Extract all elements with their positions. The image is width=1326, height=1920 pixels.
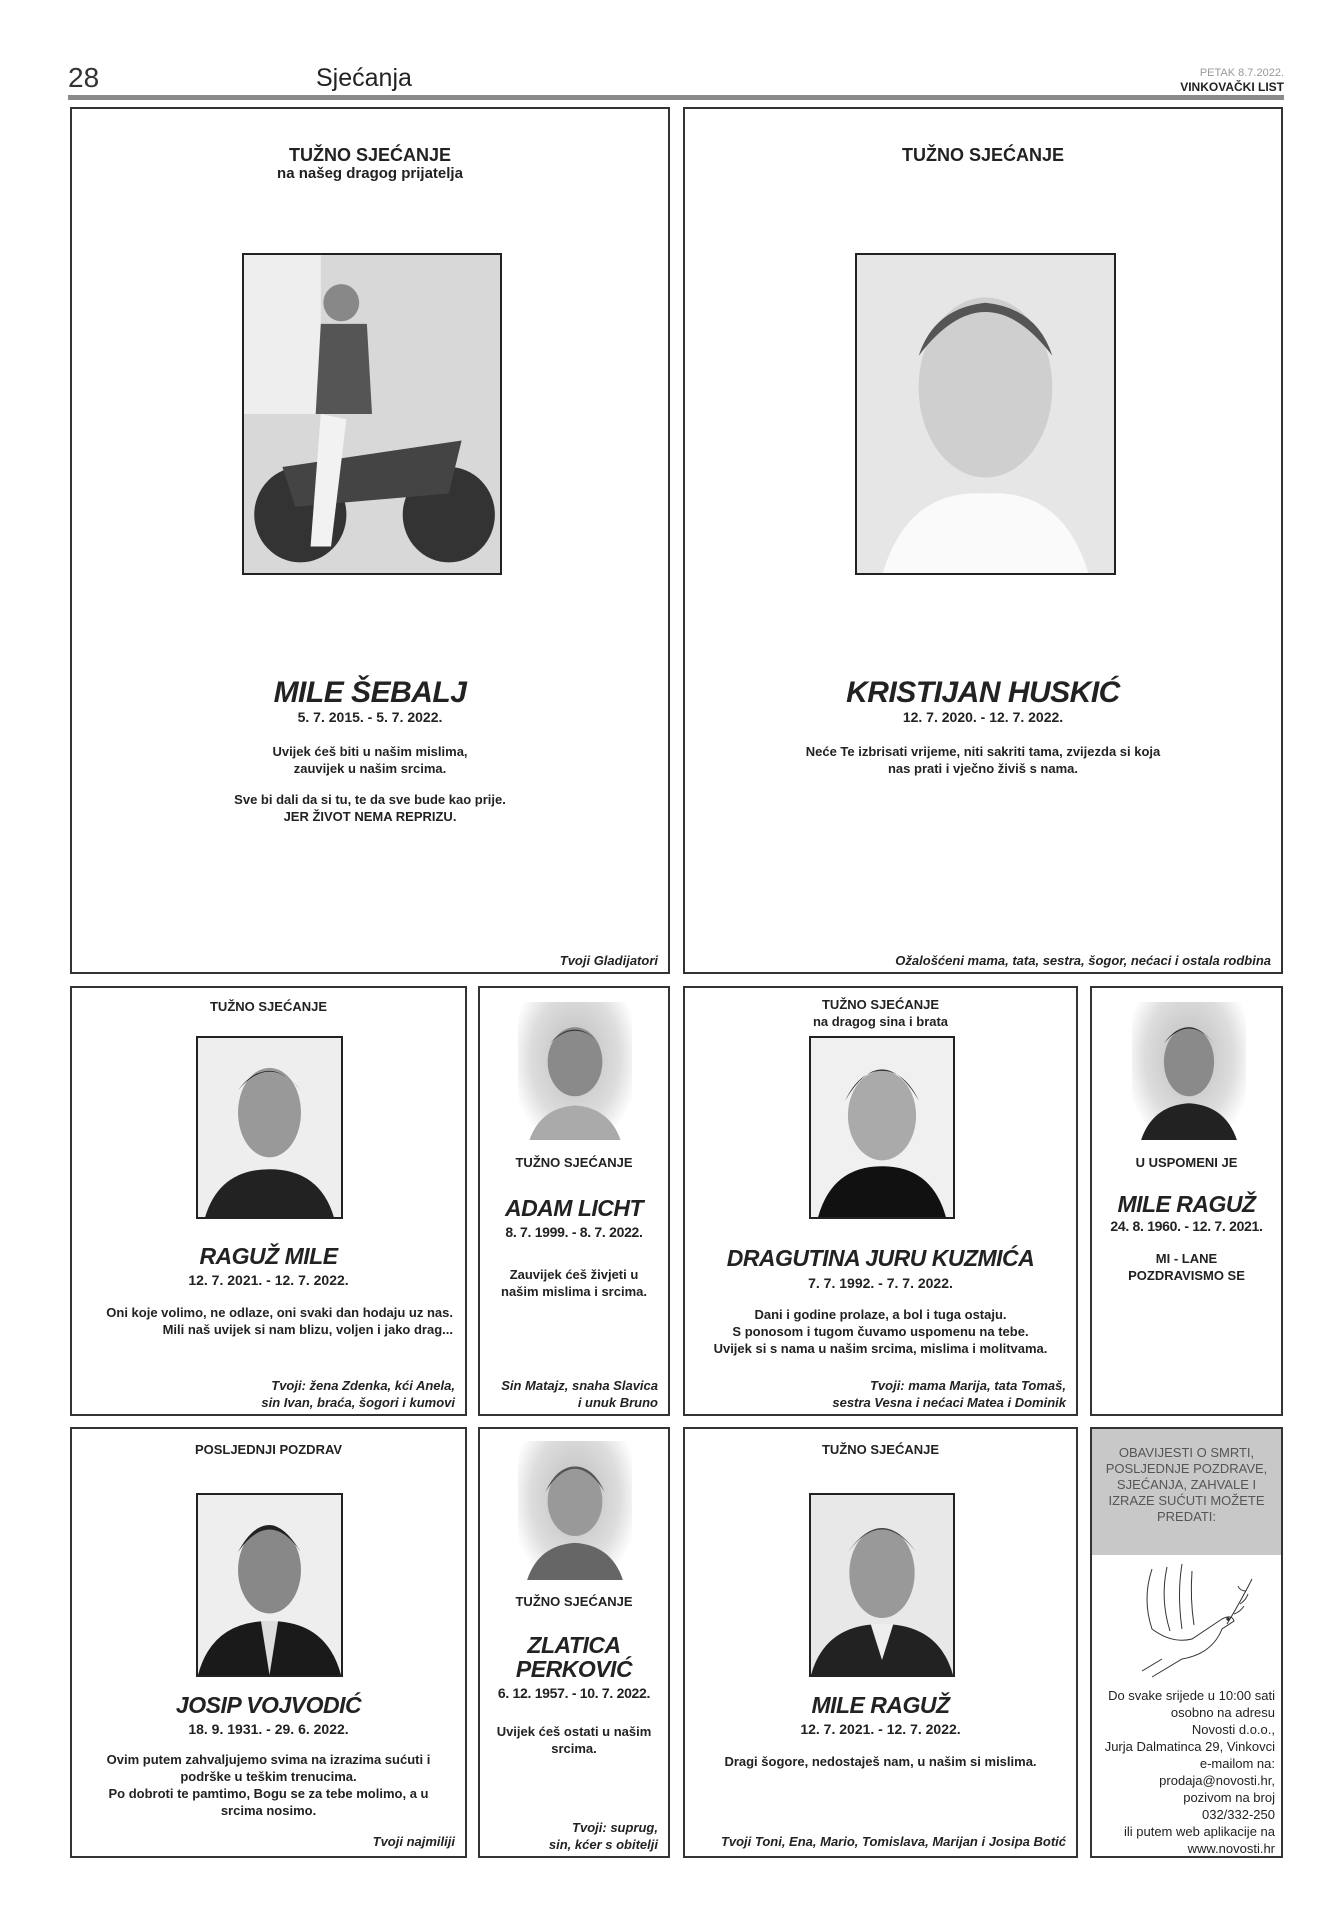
notice-text-2 (78, 791, 662, 825)
notice-text: Dragi šogore, nedostaješ nam, u našim si mislima. (724, 1754, 1037, 1769)
name-line: ZLATICA (527, 1632, 621, 1658)
signature (78, 1377, 455, 1411)
portrait-photo (809, 1493, 955, 1677)
notice-kristijan-huskic (683, 107, 1283, 974)
phone-number: 032/332-250 (1201, 1807, 1275, 1822)
info-line: Jurja Dalmatinca 29, Vinkovci (1104, 1739, 1275, 1754)
notice-mile-sebalj (70, 107, 670, 974)
notice-heading: TUŽNO SJEĆANJE (515, 1155, 633, 1170)
signature: Tvoji najmiliji (372, 1834, 455, 1849)
info-title-line: SJEĆANJA, ZAHVALE I (1116, 1477, 1257, 1492)
portrait-photo (196, 1036, 343, 1219)
deceased-name: KRISTIJAN HUSKIĆ (846, 676, 1120, 709)
deceased-name: MILE ŠEBALJ (273, 676, 467, 709)
signature-line: Tvoji: mama Marija, tata Tomaš, (869, 1378, 1066, 1393)
info-line: Do svake srijede u 10:00 sati (1108, 1688, 1275, 1703)
portrait-photo (518, 1002, 632, 1140)
signature-line: sin, kćer s obitelji (548, 1837, 658, 1852)
deceased-name (486, 1633, 662, 1681)
signature-line: Tvoji: žena Zdenka, kći Anela, (271, 1378, 455, 1393)
text-line: Sve bi dali da si tu, te da sve bude kao prije. (234, 792, 506, 807)
info-title-line: POSLJEDNJE POZDRAVE, (1105, 1461, 1268, 1476)
notice-heading: TUŽNO SJEĆANJE (821, 1442, 940, 1457)
notice-dragutin-kuzmic (683, 986, 1078, 1416)
life-dates: 18. 9. 1931. - 29. 6. 2022. (188, 1721, 349, 1737)
notice-heading: POSLJEDNJI POZDRAV (194, 1442, 343, 1457)
text-line: Neće Te izbrisati vrijeme, niti sakriti tama, zvijezda si koja (805, 744, 1161, 759)
signature (486, 1819, 658, 1853)
life-dates: 6. 12. 1957. - 10. 7. 2022. (497, 1685, 651, 1701)
text-line: srcima nosimo. (220, 1803, 317, 1818)
portrait-photo (809, 1036, 955, 1219)
text-line: Uvijek ćeš biti u našim mislima, (272, 744, 468, 759)
signature-line: sestra Vesna i nećaci Matea i Dominik (832, 1395, 1066, 1410)
deceased-name: DRAGUTINA JURU KUZMIĆA (726, 1245, 1035, 1271)
signature-line: i unuk Bruno (577, 1395, 658, 1410)
notice-heading: TUŽNO SJEĆANJE (515, 1594, 633, 1609)
info-line: Novosti d.o.o., (1191, 1722, 1275, 1737)
life-dates: 12. 7. 2021. - 12. 7. 2022. (800, 1721, 961, 1737)
portrait-photo (1132, 1002, 1246, 1140)
signature (486, 1377, 658, 1411)
life-dates: 12. 7. 2021. - 12. 7. 2022. (188, 1272, 349, 1288)
text-line: Uvijek si s nama u našim srcima, mislima i molitvama. (713, 1341, 1048, 1356)
name-line: PERKOVIĆ (515, 1656, 633, 1682)
text-line: Zauvijek ćeš živjeti u (509, 1267, 639, 1282)
notice-mile-raguz-sogor (683, 1427, 1078, 1858)
notice-heading: TUŽNO SJEĆANJE (209, 999, 328, 1014)
info-title-line: PREDATI: (1157, 1509, 1216, 1524)
notice-text (78, 1751, 459, 1819)
info-line: osobno na adresu (1170, 1705, 1275, 1720)
portrait-photo (196, 1493, 343, 1677)
deceased-name: RAGUŽ MILE (199, 1243, 338, 1269)
signature-line: Sin Matajz, snaha Slavica (501, 1378, 658, 1393)
text-line: POZDRAVISMO SE (1128, 1268, 1245, 1283)
text-line: Oni koje volimo, ne odlaze, oni svaki dan hodaju uz nas. (106, 1305, 453, 1320)
notice-heading: U USPOMENI JE (1135, 1155, 1238, 1170)
life-dates: 8. 7. 1999. - 8. 7. 2022. (505, 1224, 643, 1240)
info-contact-text (1094, 1687, 1275, 1857)
page-number: 28 (68, 62, 100, 93)
life-dates: 5. 7. 2015. - 5. 7. 2022. (297, 709, 443, 725)
text-line: Dani i godine prolaze, a bol i tuga ostaju. (754, 1307, 1007, 1322)
email-link[interactable]: prodaja@novosti.hr, (1159, 1773, 1275, 1788)
submission-info-box (1090, 1427, 1283, 1858)
section-title: Sjećanja (316, 64, 412, 92)
website-link[interactable]: www.novosti.hr (1187, 1841, 1275, 1856)
deceased-name: MILE RAGUŽ (811, 1692, 950, 1718)
notice-text (1098, 1250, 1275, 1284)
notice-text (78, 1304, 453, 1338)
deceased-name: JOSIP VOJVODIĆ (175, 1692, 362, 1718)
notice-raguz-mile (70, 986, 467, 1416)
notice-text (78, 743, 662, 777)
info-title-line: OBAVIJESTI O SMRTI, (1118, 1445, 1255, 1460)
notice-subheading: na našeg dragog prijatelja (277, 165, 463, 182)
text-line: JER ŽIVOT NEMA REPRIZU. (283, 809, 457, 824)
text-line: srcima. (551, 1741, 597, 1756)
notice-josip-vojvodic (70, 1427, 467, 1858)
info-title-line: IZRAZE SUĆUTI MOŽETE (1108, 1493, 1265, 1508)
text-line: Po dobroti te pamtimo, Bogu se za tebe molimo, a u (108, 1786, 429, 1801)
notice-heading: TUŽNO SJEĆANJE (288, 145, 452, 165)
notice-heading: TUŽNO SJEĆANJE (901, 145, 1065, 165)
signature: Tvoji Toni, Ena, Mario, Tomislava, Marijan i Josipa Botić (720, 1834, 1066, 1849)
notice-mile-raguz-uspomena (1090, 986, 1283, 1416)
life-dates: 7. 7. 1992. - 7. 7. 2022. (808, 1275, 953, 1291)
notice-adam-licht (478, 986, 670, 1416)
text-line: našim mislima i srcima. (501, 1284, 647, 1299)
life-dates: 24. 8. 1960. - 12. 7. 2021. (1110, 1218, 1263, 1234)
notice-heading: TUŽNO SJEĆANJE (821, 997, 940, 1012)
notice-zlatica-perkovic (478, 1427, 670, 1858)
notice-text (691, 1306, 1070, 1357)
notice-text (691, 743, 1275, 777)
info-title (1092, 1429, 1281, 1555)
text-line: zauvijek u našim srcima. (293, 761, 447, 776)
info-line: pozivom na broj (1183, 1790, 1275, 1805)
issue-date: PETAK 8.7.2022. (1199, 67, 1284, 79)
signature-line: Tvoji: suprug, (572, 1820, 658, 1835)
text-line: Mili naš uvijek si nam blizu, voljen i jako drag... (162, 1322, 453, 1337)
portrait-photo (855, 253, 1116, 575)
portrait-photo (242, 253, 502, 575)
header-rule (68, 95, 1284, 100)
text-line: S ponosom i tugom čuvamo uspomenu na tebe. (732, 1324, 1029, 1339)
deceased-name: ADAM LICHT (504, 1195, 644, 1221)
info-line: ili putem web aplikacije na (1123, 1824, 1275, 1839)
publication-name: VINKOVAČKI LIST (1180, 80, 1284, 94)
info-line: e-mailom na: (1199, 1756, 1275, 1771)
signature (691, 1377, 1066, 1411)
text-line: podrške u teškim trenucima. (180, 1769, 357, 1784)
text-line: nas prati i vječno živiš s nama. (887, 761, 1079, 776)
text-line: Uvijek ćeš ostati u našim (496, 1724, 652, 1739)
signature: Ožalošćeni mama, tata, sestra, šogor, nećaci i ostala rodbina (895, 953, 1271, 968)
life-dates: 12. 7. 2020. - 12. 7. 2022. (902, 709, 1064, 725)
signature-line: sin Ivan, braća, šogori i kumovi (261, 1395, 455, 1410)
signature: Tvoji Gladijatori (559, 953, 658, 968)
dove-with-olive-branch-icon (1122, 1559, 1262, 1684)
notice-text (486, 1723, 662, 1757)
deceased-name: MILE RAGUŽ (1117, 1191, 1256, 1217)
portrait-photo (518, 1441, 632, 1580)
notice-text (486, 1266, 662, 1300)
text-line: MI - LANE (1155, 1251, 1218, 1266)
notice-subheading: na dragog sina i brata (812, 1014, 949, 1029)
text-line: Ovim putem zahvaljujemo svima na izrazima sućuti i (106, 1752, 431, 1767)
